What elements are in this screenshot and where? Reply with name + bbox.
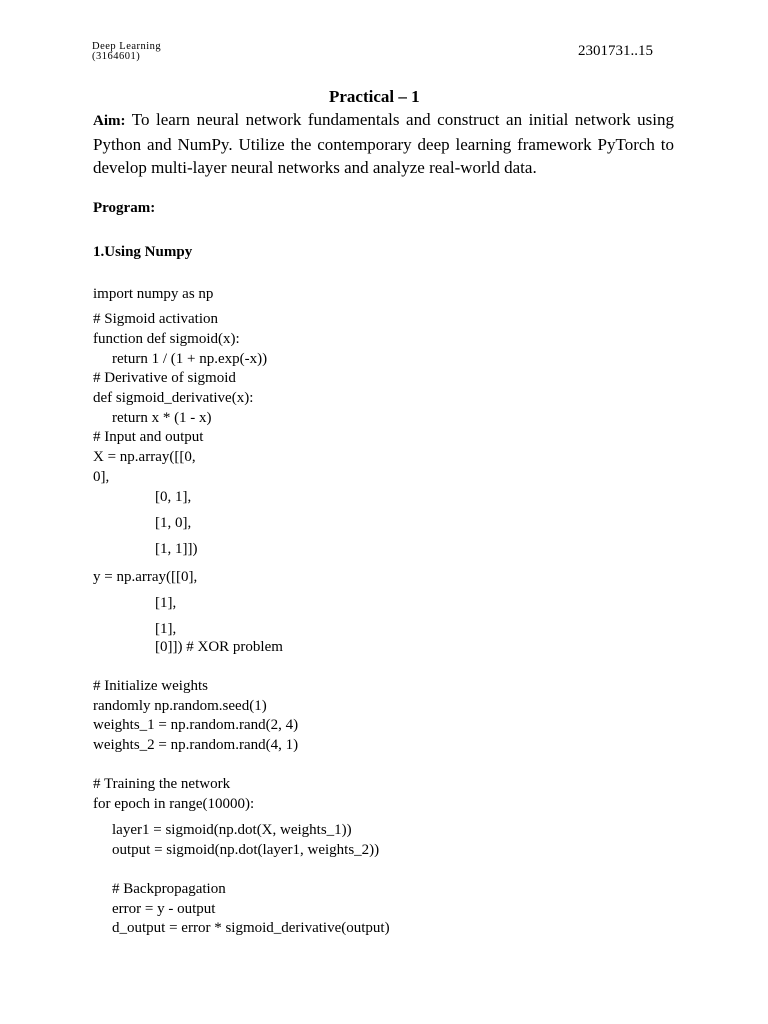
code-line: # Backpropagation: [112, 881, 226, 897]
code-line: return x * (1 - x): [112, 410, 212, 426]
code-line: [1, 0],: [155, 515, 192, 531]
section-heading: 1.Using Numpy: [93, 244, 193, 260]
code-line: weights_1 = np.random.rand(2, 4): [93, 717, 299, 733]
program-label: Program:: [93, 200, 156, 216]
code-line: # Derivative of sigmoid: [93, 370, 236, 386]
code-line: def sigmoid_derivative(x):: [93, 390, 254, 406]
code-line: randomly np.random.seed(1): [93, 698, 267, 714]
code-line: # Sigmoid activation: [93, 311, 218, 327]
code-line: [0]]) # XOR problem: [155, 639, 283, 655]
code-line: layer1 = sigmoid(np.dot(X, weights_1)): [112, 822, 352, 838]
code-line: [0, 1],: [155, 489, 192, 505]
code-line: # Input and output: [93, 429, 204, 445]
course-name: Deep Learning: [92, 41, 162, 52]
code-line: output = sigmoid(np.dot(layer1, weights_2)): [112, 842, 380, 858]
course-code: (3164601): [92, 51, 141, 62]
aim-label: Aim:: [93, 113, 126, 129]
aim-text: To learn neural network fundamentals and construct an initial network using Python and NumPy. Utilize the contemporary deep learning framework PyTorch to develop multi-layer neural networks and analyze real-world data.: [93, 110, 674, 177]
code-line: [1],: [155, 621, 177, 637]
code-line: 0],: [93, 469, 110, 485]
code-line: X = np.array([[0,: [93, 449, 196, 465]
code-line: # Training the network: [93, 776, 231, 792]
code-line: d_output = error * sigmoid_derivative(output): [112, 920, 390, 936]
aim-paragraph: [93, 108, 674, 179]
code-line: # Initialize weights: [93, 678, 208, 694]
code-line: function def sigmoid(x):: [93, 331, 240, 347]
page-title: Practical – 1: [329, 87, 420, 106]
code-line: weights_2 = np.random.rand(4, 1): [93, 737, 299, 753]
code-line: y = np.array([[0],: [93, 569, 198, 585]
code-line: [1],: [155, 595, 177, 611]
roll-number: 2301731..15: [578, 43, 653, 59]
code-line: for epoch in range(10000):: [93, 796, 255, 812]
code-line: error = y - output: [112, 901, 216, 917]
code-line: import numpy as np: [93, 286, 214, 302]
code-line: return 1 / (1 + np.exp(-x)): [112, 351, 268, 367]
code-line: [1, 1]]): [155, 541, 198, 557]
